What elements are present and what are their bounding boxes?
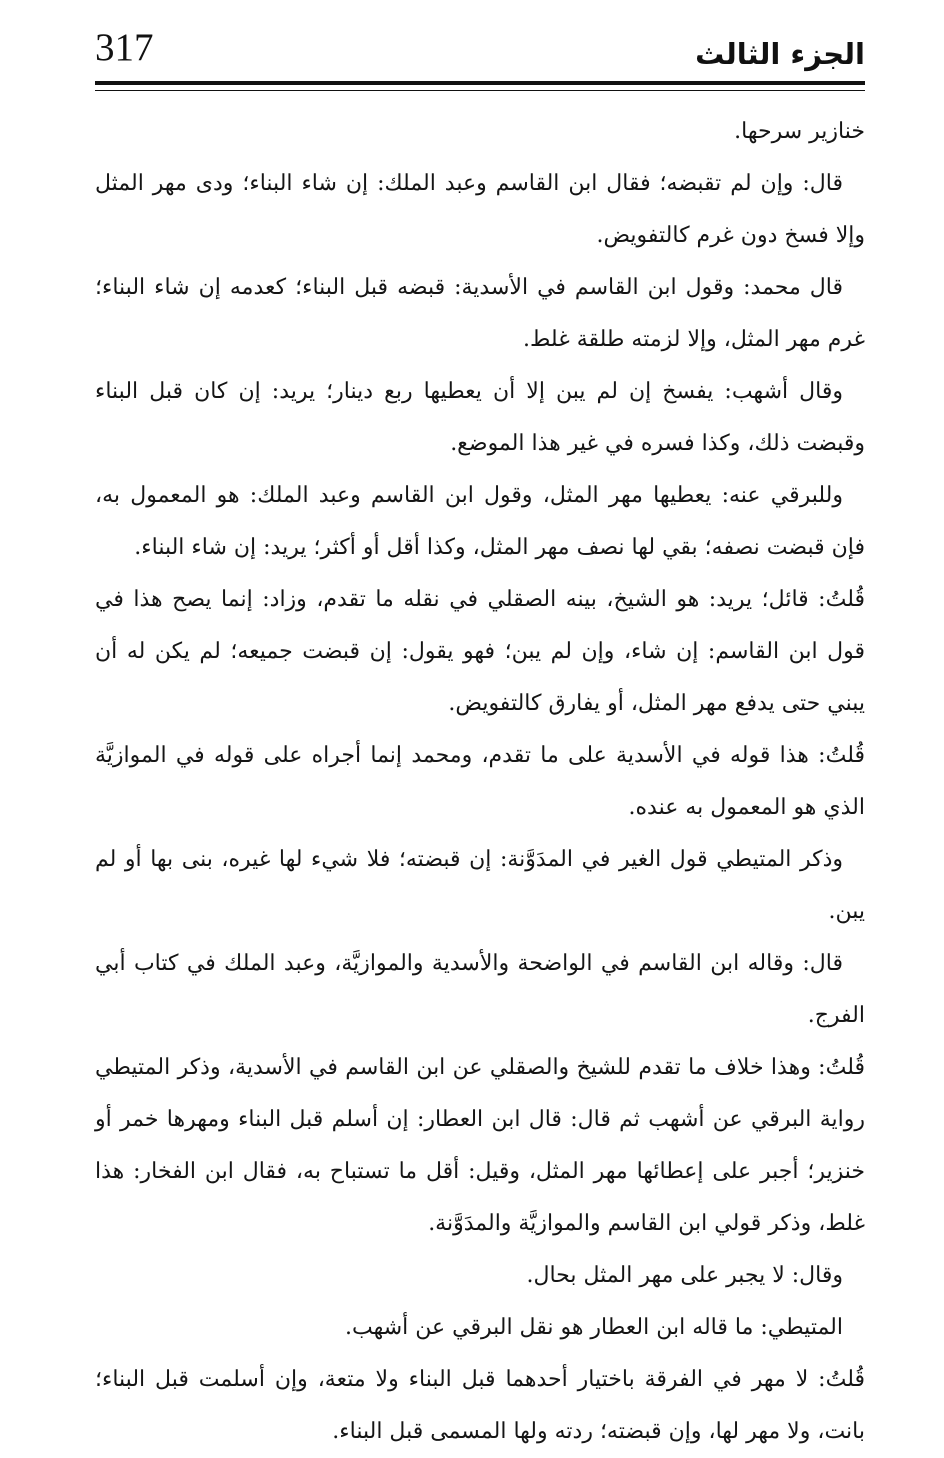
page-header xyxy=(95,22,865,82)
paragraph: قال: وإن لم تقبضه؛ فقال ابن القاسم وعبد الملك: إن شاء البناء؛ ودى مهر المثل وإلا فسخ دون غرم كالتفويض. xyxy=(95,171,865,248)
running-head-title: الجزء الثالث xyxy=(695,37,865,71)
header-rule-thin xyxy=(95,90,865,91)
page-number: 317 xyxy=(95,26,154,69)
paragraph: قُلتُ: وهذا خلاف ما تقدم للشيخ والصقلي عن ابن القاسم في الأسدية، وذكر المتيطي رواية البرقي عن أشهب ثم قال: قال ابن العطار: إن أسلم قبل البناء ومهرها خمر أو خنزير؛ أجبر على إعطائها مهر المثل، وقيل: أقل ما تستباح به، فقال ابن الفخار: هذا غلط، وذكر قولي ابن القاسم والموازيَّة والمدَوَّنة. xyxy=(95,1055,865,1236)
paragraph: قُلتُ: قائل؛ يريد: هو الشيخ، بينه الصقلي في نقله ما تقدم، وزاد: إنما يصح هذا في قول ابن القاسم: إن شاء، وإن لم يبن؛ فهو يقول: إن قبضت جميعه؛ لم يكن له أن يبني حتى يدفع مهر المثل، أو يفارق كالتفويض. xyxy=(95,587,865,716)
paragraph: وللبرقي عنه: يعطيها مهر المثل، وقول ابن القاسم وعبد الملك: هو المعمول به، فإن قبضت نصفه؛ بقي لها نصف مهر المثل، وكذا أقل أو أكثر؛ يريد: إن شاء البناء. xyxy=(95,483,865,560)
paragraph: قُلتُ: لا مهر في الفرقة باختيار أحدهما قبل البناء ولا متعة، وإن أسلمت قبل البناء؛ بانت، ولا مهر لها، وإن قبضته؛ ردته ولها المسمى قبل البناء. xyxy=(95,1367,865,1444)
body-text xyxy=(95,106,865,1458)
header-rule-thick xyxy=(95,81,865,85)
paragraph: وذكر المتيطي قول الغير في المدَوَّنة: إن قبضته؛ فلا شيء لها غيره، بنى بها أو لم يبن. xyxy=(95,847,865,924)
paragraph: المتيطي: ما قاله ابن العطار هو نقل البرقي عن أشهب. xyxy=(344,1315,843,1340)
paragraph: وقال أشهب: يفسخ إن لم يبن إلا أن يعطيها ربع دينار؛ يريد: إن كان قبل البناء وقبضت ذلك، وكذا فسره في غير هذا الموضع. xyxy=(95,379,865,456)
paragraph: قُلتُ: هذا قوله في الأسدية على ما تقدم، ومحمد إنما أجراه على قوله في الموازيَّة الذي هو المعمول به عنده. xyxy=(95,743,865,820)
paragraph: قال محمد: وقول ابن القاسم في الأسدية: قبضه قبل البناء؛ كعدمه إن شاء البناء؛ غرم مهر المثل، وإلا لزمته طلقة غلط. xyxy=(95,275,865,352)
paragraph: وقال: لا يجبر على مهر المثل بحال. xyxy=(526,1263,843,1288)
paragraph: قال: وقاله ابن القاسم في الواضحة والأسدية والموازيَّة، وعبد الملك في كتاب أبي الفرج. xyxy=(95,951,865,1028)
paragraph: خنازير سرحها. xyxy=(734,119,865,144)
